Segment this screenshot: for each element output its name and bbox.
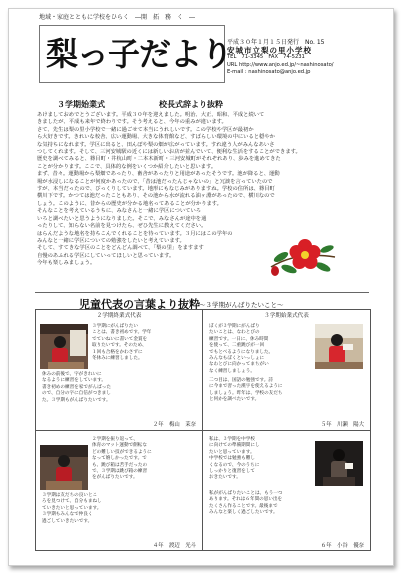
student-name: ５年 川瀬 陽大 (320, 422, 364, 428)
speech-text-line: と何かを調べたいです。 (209, 397, 260, 403)
speech-text-line: みんなもぼくといっしょに (209, 356, 265, 362)
speech-line: そんなことを考えているうちに、みなさんと一緒に学区についていろ (37, 208, 202, 215)
speech-line: ら大好きです。きれいな校舎、広い運動場、大きな体育館など、すばらしい環境の中にいると穏やか (37, 134, 275, 141)
speech-card (36, 310, 203, 431)
speech-line: あけましておめでとうございます。平成３０年を迎えました。明治、大正、昭和、平成と続いて (37, 112, 265, 118)
speech-line: まず、昔々。運動場から梨畑であったり、畜舎があったりと用途があったそうです。池が降ると、運動 (37, 171, 280, 178)
speech-text-line: ２学期を振り返って、 (92, 437, 138, 442)
speech-text-line: みんなと楽しく過ごしたいです。 (209, 510, 278, 516)
speech-text-continued (42, 493, 198, 525)
speech-text-line: 私ががんばりたいことは、もう一つ (209, 491, 283, 496)
student-photo (40, 445, 88, 490)
title-box (39, 25, 233, 83)
speech-text-line: たくさん作ることです。最後まで (209, 503, 278, 509)
speech-text-line: 二つ目は、国語の勉強です。詩 (209, 378, 273, 383)
speech-line: 場が水浸しになることが何度かあったので、「昔は池だったんじゃないの」と冗談を言っていたので (37, 178, 273, 185)
newsletter-page (8, 8, 394, 566)
speech-text-line: ので、自分の字に自信がつきまし (42, 391, 111, 397)
speech-text (92, 324, 198, 362)
speech-text-line: ３学期もみんなで仲良く (42, 512, 93, 518)
speech-text-line: なるように練習をしています。 (42, 378, 106, 384)
speech-line: はらんだような地名を持ちこんでくれることを待っています。３月にはこの学年の (37, 230, 233, 237)
speech-text-line: くなるので、今のうちに (209, 462, 260, 468)
student-photo (315, 441, 363, 486)
speech-text-line: 冬休みに練習しました。 (92, 356, 143, 362)
speech-text-line: 体育のマット運動で側転な (92, 443, 147, 449)
speech-text-line: 書き初めの練習を家でがんばった (42, 384, 111, 390)
speech-caption: ２学期終業式代表 (96, 313, 142, 319)
speech-text-line: も、跳び箱は苦手だったの (92, 462, 148, 468)
student-speeches-grid (35, 309, 371, 551)
school-email[interactable]: E-mail : nashinosato@anjo.ed.jp (227, 69, 311, 76)
speech-line: そして、すてきな学区のことをどんどん調べて、「梨の里」をますます (37, 245, 204, 252)
speech-text-line: おきたいです。 (209, 475, 241, 481)
speech-text-line: に今まで習った漢字を使えるように (209, 384, 283, 390)
student-photo (40, 324, 88, 369)
speech-text-line: でていねいに書いて金賞を (92, 336, 148, 342)
speech-text-line: を使って、二重跳びが一回 (209, 343, 265, 349)
student-speeches-heading: 児童代表の言葉より抜粋 (79, 298, 200, 311)
speech-line: ことが分かります。ここで、具体的な例をいくつか紹介したいと思います。 (37, 163, 217, 170)
speech-text-continued (42, 372, 198, 404)
speech-card (203, 431, 370, 551)
speech-text-line: でもとべるようになりました。 (209, 349, 274, 355)
speech-caption: ３学期始業式代表 (264, 313, 309, 319)
student-name: ４年 渡辺 光斗 (152, 543, 196, 549)
student-name: ６年 小谷 優奈 (320, 543, 364, 549)
speech-text (209, 324, 311, 375)
speech-text-line: 私は、３学期を中学校 (209, 437, 255, 442)
school-url[interactable]: URL http://www.anjo.ed.jp/~nashinosato/ (227, 61, 334, 68)
issue-date: 平成３０年１月１５日発行 No. 15 (227, 39, 325, 46)
speech-line: 横川下です。かつては池だったこともあり、その池から水が流れる油ヶ淵があったので、横川なので (37, 193, 275, 200)
speech-line: しょう。このように、昔からの歴史が分かる地名ってあることが分かります。 (37, 200, 222, 207)
speech-text-line: なって嬉しかったです。で (92, 456, 147, 462)
speech-line: 自慢のあふれる学区にしていってほしいと思っています。 (37, 252, 175, 259)
speech-card (36, 431, 203, 551)
speech-text-line: どの難しい技ができるように (92, 449, 152, 455)
speech-text-line: ことは、書き初めです。学年 (92, 330, 152, 336)
student-photo (315, 324, 363, 369)
speech-line: みんなと一緒に学区についての勉強をしたいと考えています。 (37, 237, 185, 244)
student-name: ２年 梅山 茉奈 (152, 422, 196, 428)
speech-line: さて、先生は梨の里小学校で一緒に過ごせて本当にうれしいです。この学校や学区が最初か (37, 126, 254, 133)
speech-line: いろと調べたいと思うようになりました。そこで、みなさんが途中を通 (37, 215, 207, 222)
speech-text-line: ３学期にがんばりたい (92, 324, 138, 329)
speech-text-line: あります。それは６年間の思い出を (209, 497, 283, 503)
section-divider (35, 292, 369, 293)
speech-text-line: 中学校では勉強も難し (209, 456, 255, 462)
speech-line: きましたが、平成も来年で終わりです。そう考えると、今年の重みが違います。 (37, 119, 227, 126)
speech-line: 今年も楽しみましょう。 (37, 260, 96, 267)
speech-text-line: ろを見つけて、自分もまねし (42, 499, 102, 505)
speech-line: な気持ちになれます。学区に出ると、田んぼや梨の畑が広がっています。すれ違う人がみんなあいさ (37, 141, 275, 148)
speech-text-line: た。３学期もがんばりたいです。 (42, 397, 111, 403)
newsletter-title: 梨っ子だより (46, 35, 233, 73)
camellia-illustration (267, 227, 339, 285)
speech-line: ったりして、知らない名前を見つけたら、ぜひ先生に教えてください。 (37, 223, 207, 230)
speech-text-line: に向けての準備期間にし (209, 443, 260, 449)
event-title: ３学期始業式 (57, 100, 105, 109)
speech-text-line: 取りたいです。そのため、 (92, 343, 147, 349)
speech-text-line: しっかりと復習をして (209, 469, 255, 475)
speech-text-line: 休みの前後で、字がきれいに (42, 372, 102, 377)
speech-text-line: １回も合格をかわさずに (92, 349, 143, 355)
speech-line: 歴史を調べてみると、篠目町・井杭山町・二本木新町・三河安城町がそれぞれあり、歩みを進めてきた (37, 156, 281, 163)
speech-text-line: で、３学期は跳び箱の練習 (92, 469, 148, 475)
speech-text-line: たいことは、なわとびの (209, 330, 260, 336)
speech-text-line: 練習です。一日に、休み時間 (209, 336, 269, 342)
speech-line: すが、本当だったので、びっくりしています。地形にもなじみがありますね。学校の住所は、篠目町 (37, 186, 275, 193)
speech-text-continued (209, 491, 365, 517)
speech-text-line: たいと思っています。 (209, 449, 255, 455)
speech-text (92, 437, 198, 482)
speech-text-line: しましょう。昨年は、学校の友だち (209, 390, 283, 396)
speech-line: つしてくれます。そして、三河安城駅の近くには新しいお店が並んでいて、便利な生活をすることができます。 (37, 149, 301, 156)
school-name: 安城市立梨の里小学校 (227, 45, 312, 55)
speech-text-line: なわとびに向かってまちがい (209, 362, 269, 368)
student-speeches-subheading: ～３学期がんばりたいこと～ (199, 301, 284, 309)
speech-text-line: ていきたいと思っています。 (42, 505, 102, 511)
school-phone: TEL 71-3345 FAX 74-5231 (227, 54, 305, 61)
speech-text-line: をがんばりたいです。 (92, 475, 138, 481)
speech-text-line: ぼくが３学期にがんばり (209, 324, 260, 329)
section-heading: 校長式辞より抜粋 (159, 100, 223, 109)
speech-text (209, 437, 311, 482)
speech-text-line: なく練習しましょう。 (209, 368, 255, 374)
speech-card (203, 310, 370, 431)
speech-text-continued (209, 378, 365, 404)
speech-text-line: ３学期は友だちの良いとこ (42, 493, 98, 498)
school-info (227, 39, 387, 77)
speech-text-line: 過ごしていきたいです。 (42, 518, 93, 524)
header-banner: 地域・家庭とともに学校をひらく ―開 拓 務 く ― (39, 14, 196, 21)
